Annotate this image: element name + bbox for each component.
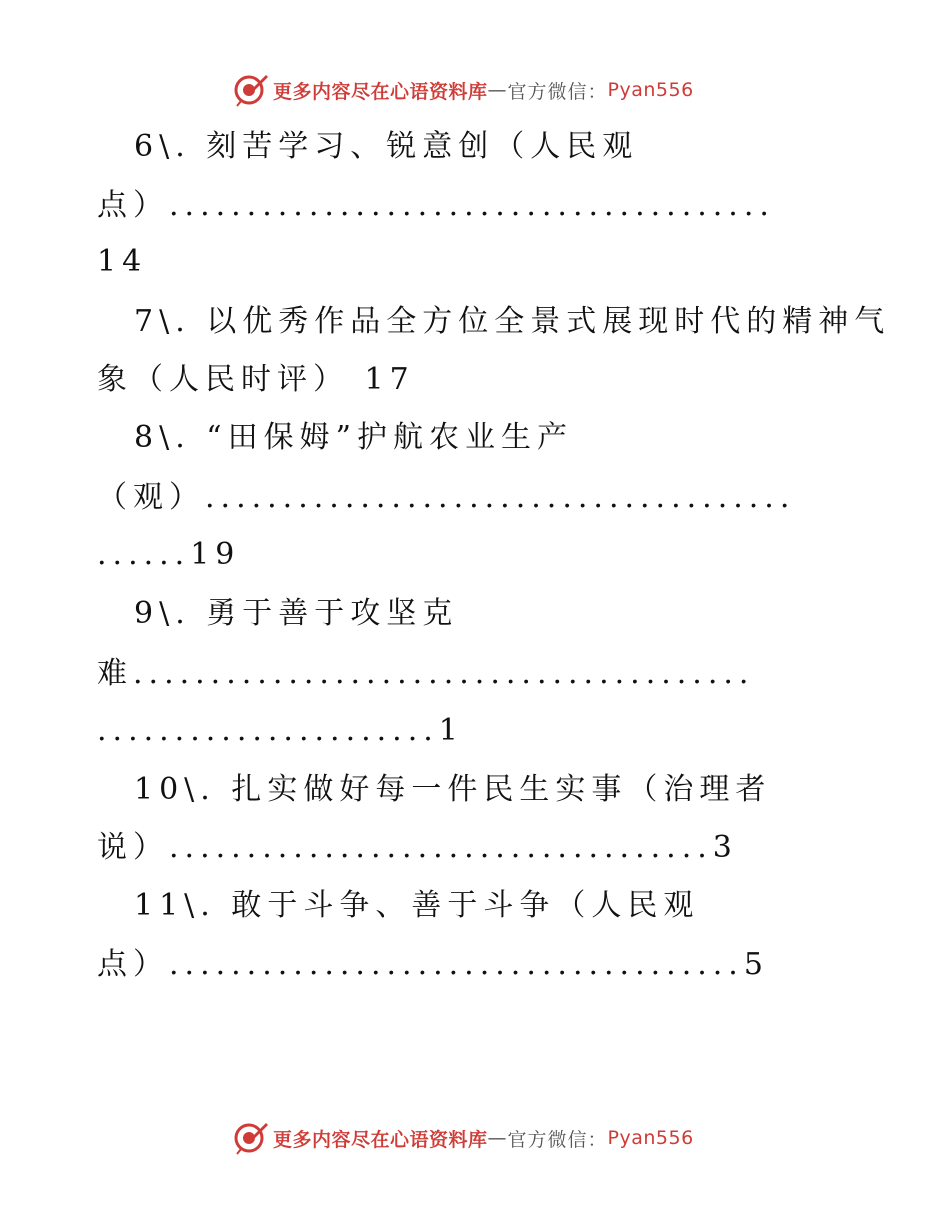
toc-line-11-title: 11\. 敢于斗争、善于斗争（人民观 [134, 888, 700, 923]
header-slogan: 更多内容尽在心语资料库 [273, 80, 488, 103]
footer-wechat-id: Pyan556 [607, 1127, 694, 1149]
toc-line-10-leader: 说）...................................3 [97, 830, 738, 865]
toc-line-7-title: 7\. 以优秀作品全方位全景式展现时代的精神气 [134, 304, 891, 339]
toc-line-11-leader: 点）.....................................5 [97, 947, 769, 982]
toc-line-9-title: 9\. 勇于善于攻坚克 [134, 596, 459, 631]
pen-seal-icon [233, 72, 269, 108]
footer-official-label: 官方微信： [507, 1128, 608, 1151]
footer-dash: — [487, 1127, 508, 1149]
header-wechat-id: Pyan556 [607, 79, 694, 101]
toc-line-6-page: 14 [97, 244, 148, 279]
toc-line-6-title: 6\. 刻苦学习、锐意创（人民观 [134, 129, 639, 164]
toc-line-6-leader: 点）....................................... [97, 188, 775, 223]
footer-slogan: 更多内容尽在心语资料库 [273, 1128, 488, 1151]
header-banner [233, 70, 694, 110]
toc-line-9-page: ......................1 [97, 713, 464, 748]
toc-line-8-leader: （观）...................................... [97, 480, 796, 515]
toc-line-8-title: 8\. “田保姆”护航农业生产 [134, 420, 573, 455]
footer-banner [233, 1118, 694, 1158]
header-official-label: 官方微信： [507, 80, 608, 103]
pen-seal-icon [233, 1120, 269, 1156]
toc-line-9-leader: 难........................................ [97, 656, 755, 691]
toc-line-8-page: ......19 [97, 537, 241, 572]
header-dash: — [487, 79, 508, 101]
toc-line-7-title-cont: 象（人民时评） 17 [97, 362, 415, 397]
toc-line-10-title: 10\. 扎实做好每一件民生实事（治理者 [134, 772, 772, 807]
